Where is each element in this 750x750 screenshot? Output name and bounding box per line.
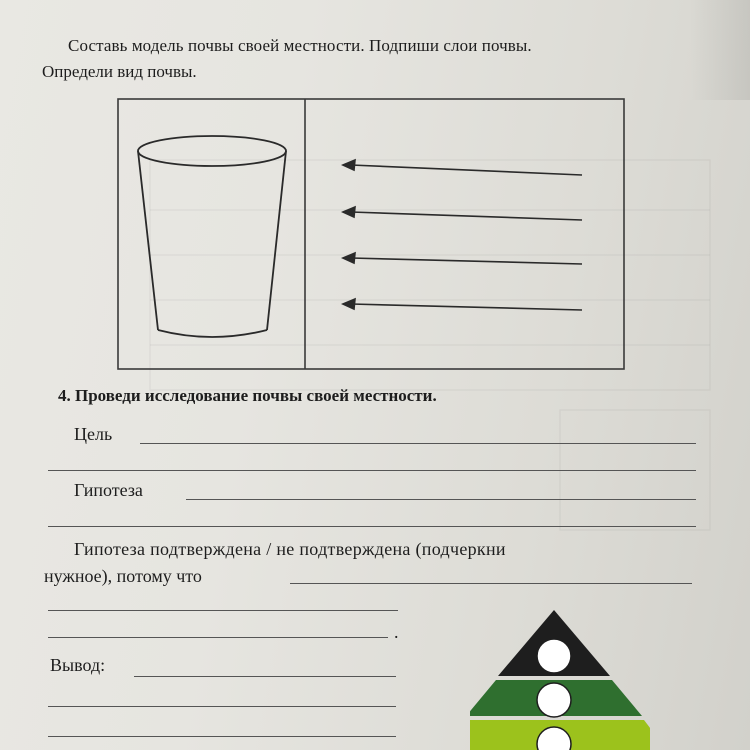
goal-label: Цель — [74, 424, 113, 444]
confirmation-text-line1: Гипотеза подтверждена / не подтверждена (подчеркни — [74, 539, 506, 559]
arrow-left-icon — [343, 207, 582, 220]
reason-line-3[interactable] — [48, 637, 388, 638]
task4-heading: 4. Проведи исследование почвы своей местности. — [58, 386, 437, 405]
pyramid-icon — [470, 604, 650, 750]
confirmation-text-line2: нужное), потому что — [44, 566, 202, 586]
reason-line-2[interactable] — [48, 610, 398, 611]
conclusion-label: Вывод: — [50, 655, 106, 675]
goal-line-1[interactable] — [140, 443, 696, 444]
soil-model-frame — [117, 98, 625, 370]
hypothesis-label: Гипотеза — [74, 480, 143, 500]
arrow-left-icon — [343, 299, 582, 310]
conclusion-line-2[interactable] — [48, 706, 396, 707]
reason-line-1[interactable] — [290, 583, 692, 584]
hypothesis-line-1[interactable] — [186, 499, 696, 500]
reason-period: . — [394, 622, 399, 642]
hypothesis-line-2[interactable] — [48, 526, 696, 527]
conclusion-line-3[interactable] — [48, 736, 396, 737]
level-circle-middle[interactable] — [537, 683, 571, 717]
page-shadow — [690, 0, 750, 100]
frame-border — [118, 99, 624, 369]
cup-icon — [138, 136, 286, 337]
task-model-text-line2: Определи вид почвы. — [42, 62, 197, 81]
level-circle-top[interactable] — [537, 639, 571, 673]
goal-line-2[interactable] — [48, 470, 696, 471]
conclusion-line-1[interactable] — [134, 676, 396, 677]
arrow-left-icon — [343, 160, 582, 175]
task-model-text-line1: Составь модель почвы своей местности. Подпиши слои почвы. — [68, 36, 532, 55]
arrow-left-icon — [343, 253, 582, 264]
